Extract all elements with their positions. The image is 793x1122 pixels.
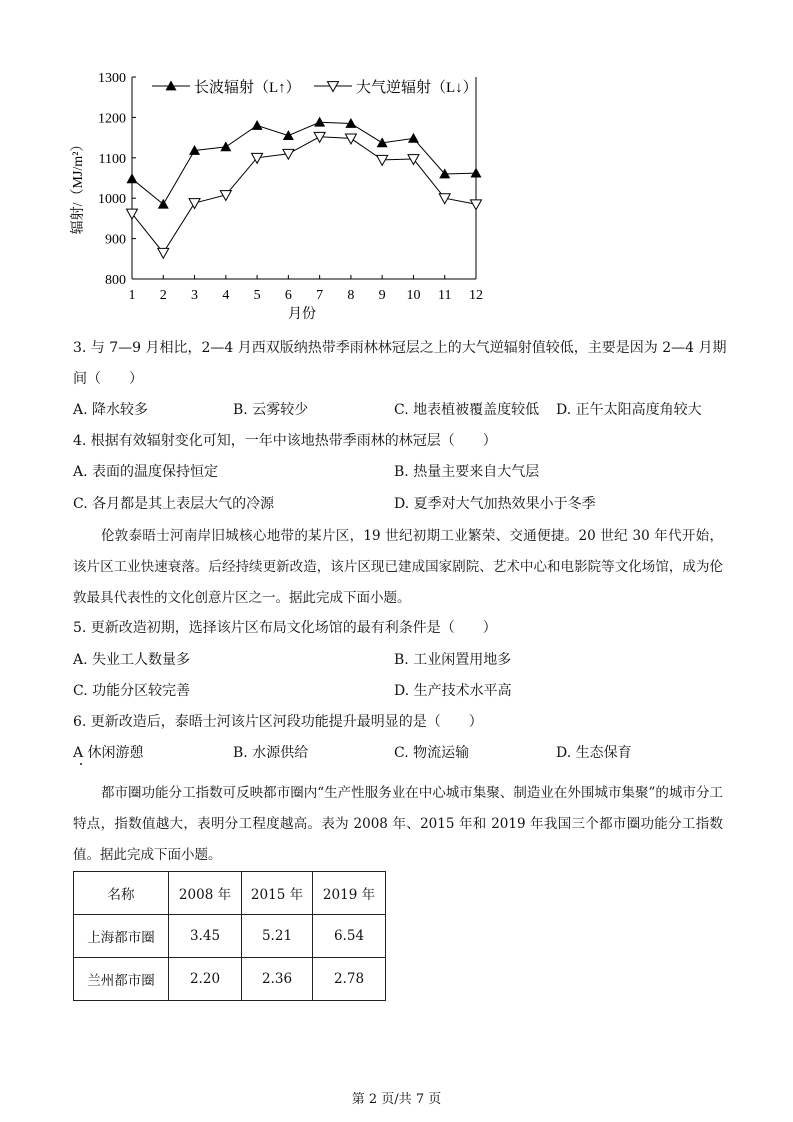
table-header: 名称 (74, 872, 169, 915)
passage-london: 伦敦泰晤士河南岸旧城核心地带的某片区，19 世纪初期工业繁荣、交通便捷。20 世纪 30 年代开始，该片区工业快速衰落。后经持续更新改造，该片区现已建成国家剧院、艺术中心和电影院等文化场馆，成为伦敦最具代表性的文化创意片区之一。据此完成下面小题。 (73, 528, 723, 606)
x-tick-label: 6 (284, 288, 292, 303)
data-point-1 (345, 134, 356, 144)
question-6-stem: 6. 更新改造后，泰晤士河该片区河段功能提升最明显的是（ ） (73, 714, 483, 730)
y-tick-label: 800 (105, 273, 126, 288)
q4-option-c[interactable]: C. 各月都是其上表层大气的冷源 (73, 496, 275, 512)
q6-option-a[interactable]: A 休闲游憩 (73, 745, 144, 761)
x-tick-label: 8 (347, 288, 355, 303)
y-tick-label: 1100 (98, 151, 126, 167)
q4-option-b[interactable]: B. 热量主要来自大气层 (394, 464, 540, 480)
data-point-0 (127, 173, 138, 183)
x-tick-label: 4 (222, 288, 230, 303)
data-point-1 (158, 248, 169, 258)
data-point-0 (252, 120, 263, 130)
data-point-0 (314, 117, 325, 127)
series-line-0 (132, 122, 476, 204)
y-tick-label: 900 (105, 232, 126, 248)
x-tick-label: 3 (191, 288, 199, 303)
table-header: 2008 年 (169, 872, 242, 915)
table-cell: 6.54 (313, 915, 386, 958)
table-cell: 上海都市圈 (74, 915, 169, 958)
question-3-line-1: 3. 与 7—9 月相比，2—4 月西双版纳热带季雨林林冠层之上的大气逆辐射值较低，主要是因为 2—4 月期 (73, 340, 727, 356)
data-point-0 (471, 168, 482, 178)
x-tick-label: 1 (128, 288, 136, 303)
x-tick-label: 12 (469, 288, 483, 303)
legend-marker-1 (328, 82, 339, 92)
y-tick-label: 1200 (98, 111, 126, 127)
q3-option-c[interactable]: C. 地表植被覆盖度较低 (394, 402, 540, 418)
table-cell: 2.78 (313, 958, 386, 1001)
x-tick-label: 10 (406, 288, 421, 303)
table-header: 2019 年 (313, 872, 386, 915)
function-index-table (73, 871, 386, 1001)
data-point-0 (220, 141, 231, 151)
table-cell: 5.21 (242, 915, 313, 958)
q3-option-a[interactable]: A. 降水较多 (73, 402, 149, 418)
q3-option-d[interactable]: D. 正午太阳高度角较大 (556, 402, 702, 418)
data-point-0 (408, 133, 419, 143)
x-tick-label: 7 (316, 288, 324, 303)
question-5-stem: 5. 更新改造初期，选择该片区布局文化场馆的最有利条件是（ ） (73, 620, 497, 636)
data-point-0 (283, 130, 294, 140)
x-axis-title: 月份 (288, 307, 316, 322)
table-cell: 兰州都市圈 (74, 958, 169, 1001)
table-cell: 2.20 (169, 958, 242, 1001)
q6-option-b[interactable]: B. 水源供给 (233, 745, 309, 761)
stray-dot (80, 763, 82, 765)
radiation-line-chart (60, 60, 500, 330)
table-cell: 2.36 (242, 958, 313, 1001)
data-point-1 (127, 209, 138, 219)
q6-option-d[interactable]: D. 生态保育 (556, 745, 632, 761)
y-tick-label: 1300 (98, 71, 126, 86)
legend-label-1: 大气逆辐射（L↓） (356, 80, 478, 96)
question-3-line-2: 间（ ） (73, 371, 143, 387)
data-point-0 (158, 199, 169, 209)
question-4-stem: 4. 根据有效辐射变化可知，一年中该地热带季雨林的林冠层（ ） (73, 433, 497, 449)
legend-marker-0 (166, 81, 177, 91)
y-tick-label: 1000 (98, 192, 126, 208)
q5-option-b[interactable]: B. 工业闲置用地多 (394, 652, 512, 668)
page-footer: 第 2 页/共 7 页 (351, 1092, 442, 1107)
q3-option-b[interactable]: B. 云雾较少 (233, 402, 309, 418)
table-row (74, 915, 386, 958)
q5-option-c[interactable]: C. 功能分区较完善 (73, 683, 191, 699)
series-line-1 (132, 137, 476, 253)
q5-option-d[interactable]: D. 生产技术水平高 (394, 683, 512, 699)
q4-option-d[interactable]: D. 夏季对大气加热效果小于冬季 (394, 496, 596, 512)
x-tick-label: 11 (437, 288, 452, 303)
data-point-1 (471, 200, 482, 210)
table-cell: 3.45 (169, 915, 242, 958)
table-row (74, 958, 386, 1001)
q6-option-c[interactable]: C. 物流运输 (394, 745, 470, 761)
x-tick-label: 5 (253, 288, 261, 303)
x-tick-label: 2 (159, 288, 167, 303)
passage-metro: 都市圈功能分工指数可反映都市圈内“生产性服务业在中心城市集聚、制造业在外围城市集聚”的城市分工特点，指数值越大，表明分工程度越高。表为 2008 年、2015 年和 2019 年我国三个都市圈功能分工指数值。据此完成下面小题。 (73, 785, 723, 863)
q4-option-a[interactable]: A. 表面的温度保持恒定 (73, 464, 219, 480)
legend-label-0: 长波辐射（L↑） (194, 80, 301, 96)
data-point-1 (189, 199, 200, 209)
data-point-1 (377, 155, 388, 165)
x-tick-label: 9 (378, 288, 386, 303)
y-axis-title: 辐射/（MJ/m²） (71, 137, 86, 235)
table-header-row (74, 872, 386, 915)
table-header: 2015 年 (242, 872, 313, 915)
q5-option-a[interactable]: A. 失业工人数量多 (73, 652, 191, 668)
